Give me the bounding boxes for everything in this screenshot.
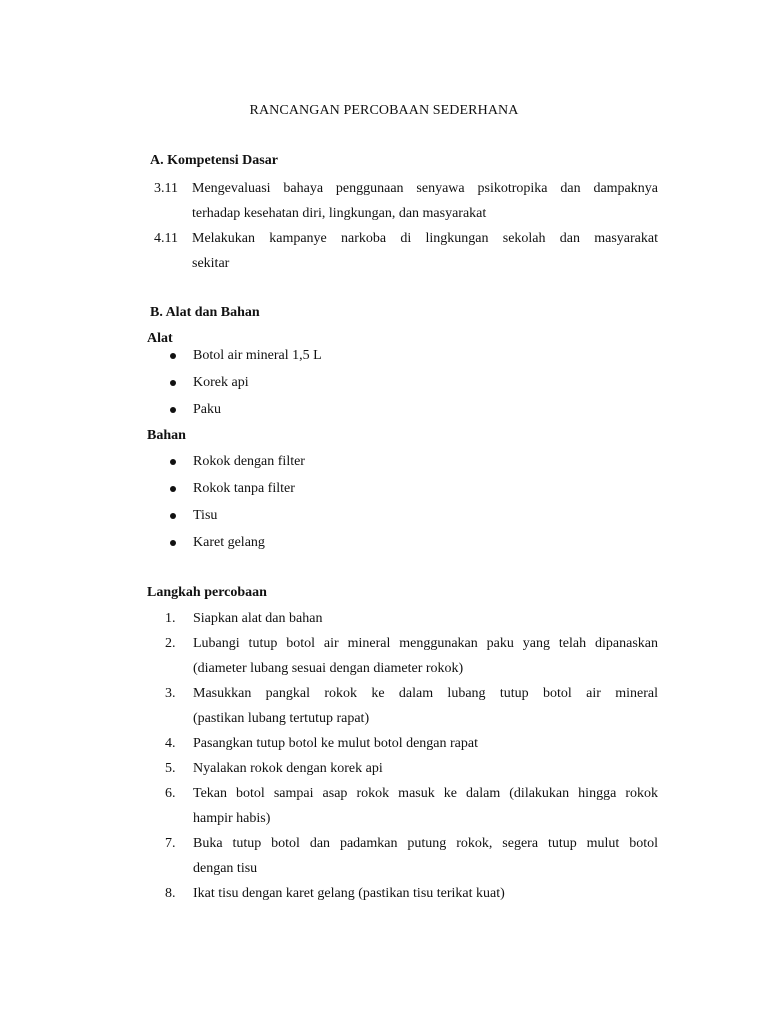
list-item: Rokok dengan filter: [168, 448, 305, 475]
step-text: Buka tutup botol dan padamkan putung rokok, segera tutup mulut botol: [193, 836, 658, 851]
step-text: Lubangi tutup botol air mineral menggunakan paku yang telah dipanaskan: [193, 636, 658, 651]
alat-label: Alat: [147, 331, 173, 346]
step-text: Pasangkan tutup botol ke mulut botol dengan rapat: [193, 736, 479, 751]
bullet-icon: [170, 353, 176, 359]
bullet-icon: [170, 459, 176, 465]
kd-text-line1: Melakukan kampanye narkoba di lingkungan sekolah dan masyarakat: [192, 231, 658, 246]
kd-number: 3.11: [154, 181, 178, 196]
list-item: Rokok tanpa filter: [168, 475, 305, 502]
bullet-icon: [170, 407, 176, 413]
step-number: 8.: [165, 886, 176, 901]
step-item: [165, 606, 658, 631]
step-item: [165, 781, 658, 831]
bullet-icon: [170, 540, 176, 546]
bullet-icon: [170, 486, 176, 492]
bullet-icon: [170, 513, 176, 519]
step-item: [165, 681, 658, 731]
step-number: 7.: [165, 836, 176, 851]
step-text: (pastikan lubang tertutup rapat): [193, 711, 370, 726]
list-item: Karet gelang: [168, 529, 305, 556]
bullet-icon: [170, 380, 176, 386]
langkah-heading: Langkah percobaan: [147, 585, 267, 600]
steps-list: [165, 606, 658, 906]
step-text: Tekan botol sampai asap rokok masuk ke dalam (dilakukan hingga rokok: [193, 786, 658, 801]
step-text: Ikat tisu dengan karet gelang (pastikan tisu terikat kuat): [193, 886, 505, 901]
step-text: dengan tisu: [193, 861, 258, 876]
step-text: hampir habis): [193, 811, 271, 826]
bahan-label: Bahan: [147, 428, 186, 443]
step-item: [165, 631, 658, 681]
step-text: Nyalakan rokok dengan korek api: [193, 761, 383, 776]
step-item: [165, 881, 658, 906]
kd-item-4-11: [154, 226, 658, 276]
step-number: 5.: [165, 761, 176, 776]
step-text: Siapkan alat dan bahan: [193, 611, 323, 626]
list-item: Korek api: [168, 369, 322, 396]
kd-text-line2: sekitar: [192, 256, 230, 271]
kd-number: 4.11: [154, 231, 178, 246]
document-title: RANCANGAN PERCOBAAN SEDERHANA: [249, 103, 519, 118]
kd-text-line2: terhadap kesehatan diri, lingkungan, dan masyarakat: [192, 206, 487, 221]
bahan-list: [168, 448, 305, 556]
step-number: 3.: [165, 686, 176, 701]
step-number: 4.: [165, 736, 176, 751]
section-a-heading: A. Kompetensi Dasar: [150, 153, 278, 168]
kd-text-line1: Mengevaluasi bahaya penggunaan senyawa psikotropika dan dampaknya: [192, 181, 658, 196]
list-item: Botol air mineral 1,5 L: [168, 342, 322, 369]
step-number: 2.: [165, 636, 176, 651]
step-number: 1.: [165, 611, 176, 626]
step-number: 6.: [165, 786, 176, 801]
alat-list: [168, 342, 322, 423]
step-item: [165, 831, 658, 881]
list-item: Tisu: [168, 502, 305, 529]
step-item: [165, 731, 658, 756]
step-text: Masukkan pangkal rokok ke dalam lubang tutup botol air mineral: [193, 686, 658, 701]
step-text: (diameter lubang sesuai dengan diameter rokok): [193, 661, 464, 676]
step-item: [165, 756, 658, 781]
kd-item-3-11: [154, 176, 658, 226]
list-item: Paku: [168, 396, 322, 423]
section-b-heading: B. Alat dan Bahan: [150, 305, 260, 320]
